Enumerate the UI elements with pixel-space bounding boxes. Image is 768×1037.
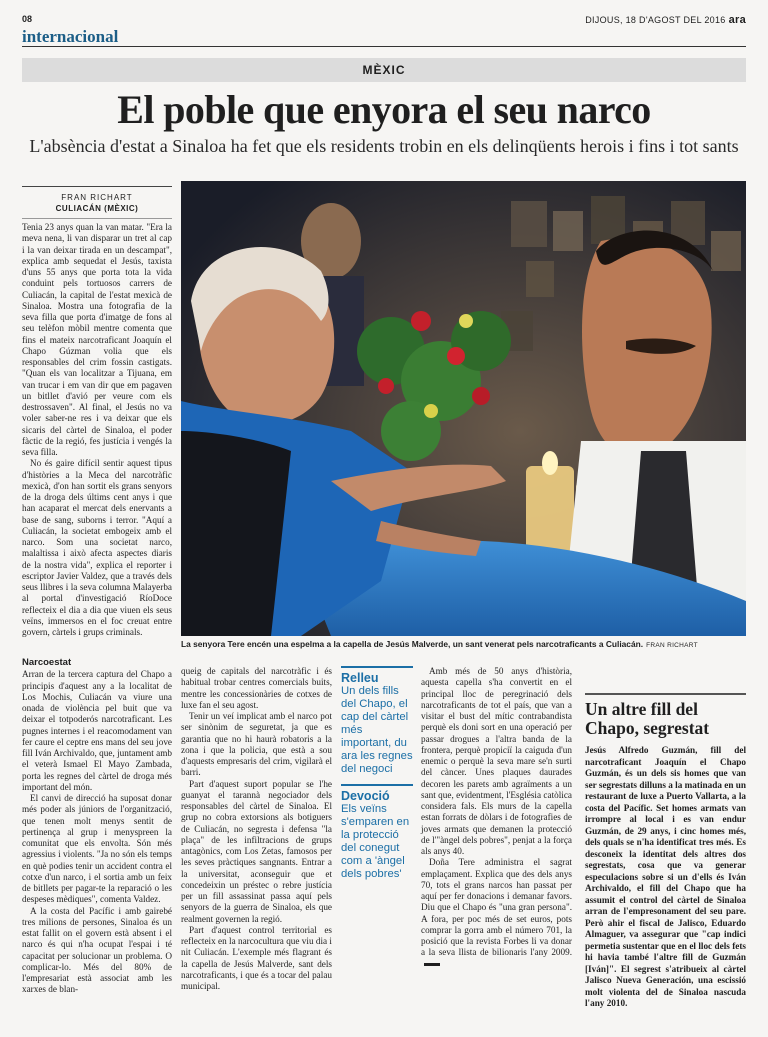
article-kicker: MÈXIC: [22, 58, 746, 82]
article-column-1-bottom: [22, 654, 172, 996]
sidebar-highlights: [341, 666, 413, 881]
byline-rule-bottom: [22, 218, 172, 219]
highlight-text-1: Un dels fills del Chapo, el cap del càrtel més important, du ara les regnes del negoci: [341, 685, 413, 775]
caption-text: La senyora Tere encén una espelma a la capella de Jesús Malverde, un sant venerat pels narcotraficants a Culiacán.: [181, 639, 644, 649]
article-subtitle: Narcoestat: [22, 657, 72, 668]
paragraph: Tenir un veí implicat amb el narco pot ser sinònim de seguretat, ja que es garantia que no hi haurà robatoris a la zona i que la policia, que està a sou d'aquests empresaris del crim, vigilarà el barri.: [181, 711, 332, 778]
paragraph-text: Doña Tere administra el sagrat emplaçament. Explica que des dels anys 70, tots el grans narcos han passat per aquí per fer donacions i demanar favors. Diu que el Chapo és "una gran persona". A fora, per poc més de set euros, pots comprar la gorra amb el número 701, la posició que la revista Forbes li va donar a la seva llista de bilionaris l'any 2009.: [421, 857, 572, 958]
header-rule: [22, 46, 746, 47]
dateline: [585, 14, 746, 26]
paragraph: Part d'aquest suport popular se l'he guanyat el tarannà negociador dels responsables del càrtel de Sinaloa. El grup no cobra extorsions als botiguers de Culiacán, no segresta i defensa "la plaça" de les infiltracions de grups antagònics, com Los Zetas, famosos per les seves pràctiques sangnants. Entrar a la universitat, aconseguir que et concedeixin un préstec o rebre justícia per un fill assassinat passa aquí pels senyors de la guerra de Sinaloa, els que realment governen la regió.: [181, 778, 332, 924]
paragraph: El canvi de direcció ha suposat donar més poder als júniors de l'organització, que tenen molt menys sentit de pertinença al grup i menyspreen la comunitat que els envolta. Són més agressius i violents. "Ja no són els temps en què podies tenir un accident contra el cotxe d'un narco, i el sortia amb un feix de bitllets per pagar-te la reparació o les despeses mèdiques", comenta Valdez.: [22, 793, 172, 905]
highlight-title-2: Devoció: [341, 789, 390, 803]
page-number: 08: [22, 14, 33, 24]
paragraph: No és gaire difícil sentir aquest tipus d'històries a la Meca del narcotràfic mexicà, d'on han sortit els grans senyors de la droga dels últims cent anys i que han acaparat el mercat dels enervants a base de sang, suborns i terror. "Aquí a Culiacán, la societat embogeix amb el narco. Som una societat narco, malaltissa i això afecta aspectes diaris de la nostra vida", explica el reporter i escriptor Javier Valdez, que a través dels seus llibres i la seva columna Malayerba al portal d'investigació RíoDoce reflecteix el dia a dia que viuen els seus veïns, immersos en el foc creuat entre govern, càrtels i grups criminals.: [22, 458, 172, 637]
article-column-2: [181, 666, 332, 992]
box-rule: [585, 693, 746, 695]
highlight-text-2: Els veïns s'emparen en la protecció del conegut com a 'àngel dels pobres': [341, 803, 410, 880]
newspaper-logo: ara: [728, 14, 746, 26]
paragraph: [421, 857, 572, 970]
article-headline: El poble que enyora el seu narco: [117, 87, 651, 132]
article-subhead: L'absència d'estat a Sinaloa ha fet que els residents trobin en els delinqüents herois i fins i tot sants: [29, 136, 739, 156]
page-header: [22, 14, 746, 28]
byline-rule: [22, 186, 172, 187]
box-body: Jesús Alfredo Guzmán, fill del narcotraficant Joaquín el Chapo Guzmán, és un dels sis homes que van ser segrestats dilluns a la matinada en un restaurant de luxe a Puerto Vallarta, a la costa del Pacífic. Set homes armats van irrompre al local i es van endur Guzmán, de 29 anys, i cinc homes més, dels quals se n'ha identificat tres més. Es desconeix la identitat dels altres dos segrestats, cosa que va generar especulacions sobre si un d'ells és Iván Archivaldo, el fill del Chapo que ha assumit el control del càrtel de Sinaloa arran de l'empresonament del seu pare. Però ahir el fiscal de Jalisco, Eduardo Almaguer, va assegurar que "cap indici permetia sustentar que en el lloc dels fets hi havia també l'altre fill de Guzmán [Iván]". El segrest s'atribueix al càrtel Jalisco Nueva Generación, una escissió molt violenta del de Sinaloa nascuda l'any 2010.: [585, 745, 746, 1008]
byline-author: FRAN RICHART: [61, 193, 133, 202]
paragraph: A la costa del Pacífic i amb gairebé tres milions de persones, Sinaloa és un estat fallit on el govern està absent i el narco és qui n'ha ocupat l'espai i té capacitat per solucionar un problema. O complicar-lo. Més del 80% de l'empresariat està associat amb les xarxes de blan-: [22, 905, 172, 995]
paragraph: Tenia 23 anys quan la van matar. "Era la meva nena, li van disparar un tret al cap i la van deixar tirada en un descampat", explica amb sequedat el Jesús, taxista d'uns 55 anys que porta tota la vida conduint pels tortuosos carrers de Culiacán, la capital de l'estat mexicà de Sinaloa. Mostra una fotografia de la seva filla que porta d'imatge de fons al seu telèfon mòbil mentre comenta que fins el mateix narcotraficant Joaquín el Chapo Gúzman volia que els responsables del crim fossin castigats. "Quan els van localitzar a Tijuana, em van trucar i em van dir que em pagaven un bitllet d'avió per veure com els destrossaven". Al final, el Jesús no va voler saber-ne res i va deixar que els sicaris del càrtel de Sinaloa, el poder fàctic de la regió, fes justícia i vengés la seva filla.: [22, 222, 172, 457]
photo-image: [181, 181, 746, 636]
photo-caption: [181, 639, 746, 651]
highlight-title-1: Relleu: [341, 671, 379, 685]
issue-date: DIJOUS, 18 D'AGOST DEL 2016: [585, 15, 726, 25]
paragraph: queig de capitals del narcotràfic i és habitual trobar centres comercials buits, mentre les concessionàries de cotxes de luxe fan el seu agost.: [181, 666, 332, 710]
section-title: internacional: [22, 27, 119, 46]
sidebar-rule: [341, 784, 413, 786]
byline: [22, 192, 172, 214]
byline-place: CULIACÁN (MÈXIC): [55, 204, 139, 213]
sidebar-rule: [341, 666, 413, 668]
article-photo: [181, 181, 746, 636]
article-column-1: [22, 222, 172, 638]
box-title: Un altre fill del Chapo, segrestat: [585, 699, 710, 738]
paragraph: Part d'aquest control territorial es reflecteix en la narcocultura que viu dia i nit Culiacán. L'exemple més flagrant és la capella de Jesús Malverde, sant dels narcotraficants, i que és a tocar del palau municipal.: [181, 924, 332, 991]
end-mark-icon: [424, 963, 440, 966]
paragraph: Amb més de 50 anys d'història, aquesta capella s'ha convertit en el principal lloc de peregrinació dels narcotraficants de tot el país, que van a visitar el bust del mític contrabandista perquè els doni sort en una operació per passar drogues a l'altra banda de la frontera, perquè propiciï la caiguda d'un enemic o perquè la seva mare se'n surti del càncer. Unes plaques daurades decoren les parets amb agraïments a un sant que, evidentment, l'Església catòlica considera fals. Els murs de la capella estan forrats de dòlars i de fotografies de joves armats que demanen la protecció de l'"àngel dels pobres", penjat a la força als anys 40.: [421, 666, 572, 856]
article-column-4: [421, 666, 572, 970]
photo-credit: FRAN RICHART: [646, 642, 698, 649]
paragraph: Arran de la tercera captura del Chapo a principis d'aquest any a la localitat de Los Mochis, Culiacán va viure una onada de violència pel buit que va deixar el totpoderós narcotraficant. Les pugnes internes i el reacomodament van fer caure el ceptre ens mans del seu jove fill Iván Archivaldo, que, juntament amb el veterà Ismael El Mayo Zambada, porta les regnes del càrtel de droga més important del món.: [22, 669, 172, 792]
